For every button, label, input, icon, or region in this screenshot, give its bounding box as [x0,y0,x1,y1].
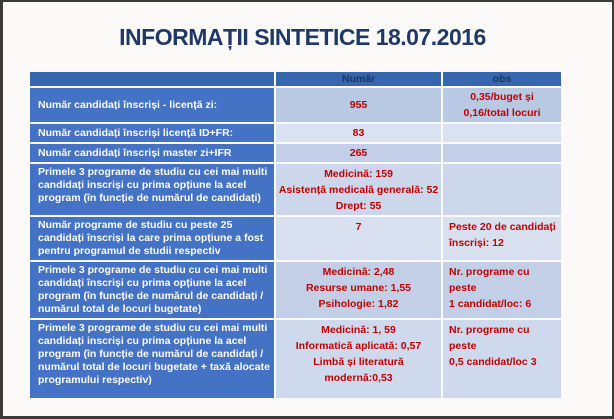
column-header-numar: Număr [275,71,442,87]
row-obs-value [442,319,562,399]
column-header-blank [29,71,275,87]
row-numar-value [275,216,442,261]
row-obs-value [442,123,562,143]
numar-line: 7 [355,221,362,233]
obs-line: Nr. programe cu peste [449,266,530,294]
row-obs-value [442,87,562,123]
obs-line: 0,16/total locuri [463,107,541,119]
row-label: Primele 3 programe de studiu cu cei mai multi candidați inscriși cu prima opțiune la acel program (în funcție de numărul de candidați / numărul total de locuri bugetate + taxă alocate programului respectiv) [29,319,275,399]
table-row [29,143,562,163]
row-label: Număr candidați înscriși - licență zi: [29,87,275,123]
table-row [29,319,562,399]
obs-line: Nr. programe cu peste [449,324,530,352]
header-row [29,71,562,87]
table-body [29,87,562,399]
numar-line: Drept: 55 [335,200,382,212]
row-numar-value [275,261,442,319]
summary-table [28,70,563,400]
row-numar-value [275,319,442,399]
numar-line: Medicină: 1, 59 [321,324,396,336]
numar-line: Psihologie: 1,82 [318,298,399,310]
row-numar-value [275,163,442,216]
table-row [29,163,562,216]
row-obs-value [442,163,562,216]
numar-line: Informatică aplicată: 0,57 [295,340,422,352]
numar-line: 955 [349,99,368,111]
row-label: Primele 3 programe de studiu cu cei mai multi candidați înscriși cu prima opțiune la acel program (în funcție de numărul de candidați / numărul total de locuri bugetate) [29,261,275,319]
row-obs-value [442,143,562,163]
page-title: INFORMAȚII SINTETICE 18.07.2016 [119,24,486,50]
table-row [29,216,562,261]
row-numar-value [275,87,442,123]
obs-line: 0,35/buget și [470,91,534,103]
numar-line: Resurse umane: 1,55 [305,282,412,294]
row-obs-value [442,216,562,261]
row-numar-value [275,143,442,163]
numar-line: Medicină: 159 [324,168,393,180]
row-obs-value [442,261,562,319]
row-label: Număr programe de studiu cu peste 25 candidați înscriși la care prima opțiune a fost pentru programul de studii respectiv [29,216,275,261]
obs-line: înscriși: 12 [449,237,504,249]
table-row [29,261,562,319]
column-header-obs: obs [442,71,562,87]
obs-line: 1 candidat/loc: 6 [449,298,532,310]
table-row [29,87,562,123]
numar-line: Limbă și literatură modernă:0,53 [313,356,404,384]
row-numar-value [275,123,442,143]
numar-line: 83 [352,127,365,139]
row-label: Număr candidați înscriși licență ID+FR: [29,123,275,143]
row-label: Număr candidați înscriși master zi+IFR [29,143,275,163]
numar-line: Medicină: 2,48 [322,266,395,278]
row-label: Primele 3 programe de studiu cu cei mai multi candidați inscriși cu prima opțiune la acel program (în funcție de numărul de candidați) [29,163,275,216]
obs-line: 0,5 candidat/loc 3 [449,356,537,368]
numar-line: 265 [349,147,368,159]
obs-line: Peste 20 de candidați [449,221,556,233]
numar-line: Asistență medicală generală: 52 [278,184,439,196]
table-row [29,123,562,143]
